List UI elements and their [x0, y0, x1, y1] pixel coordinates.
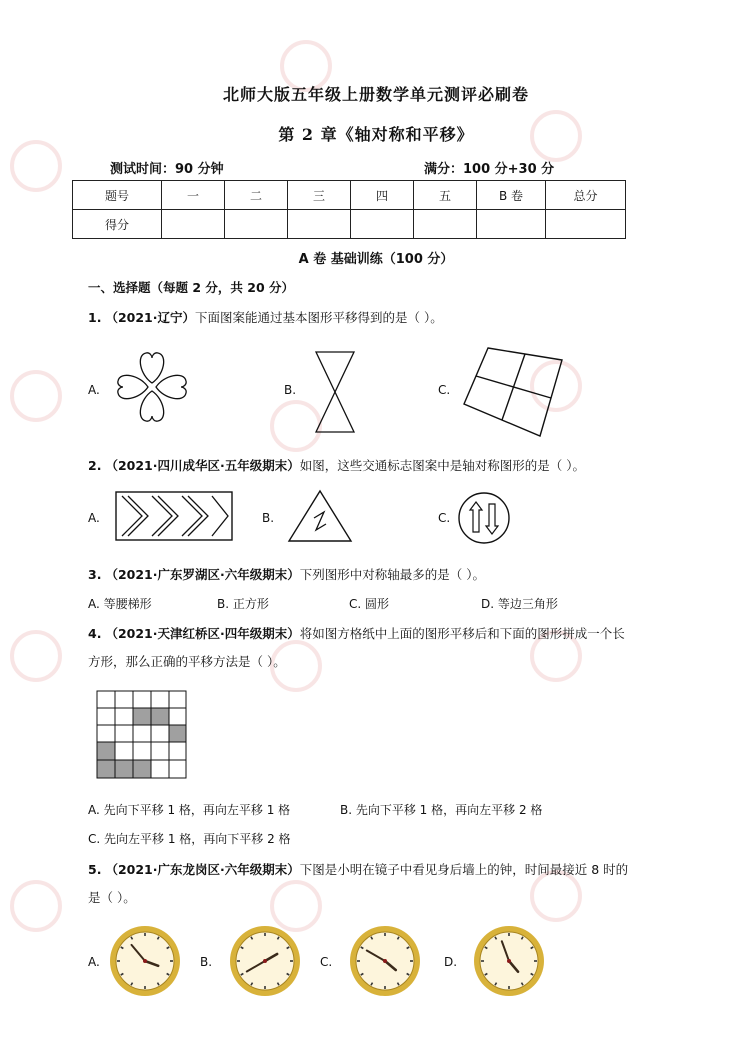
table-cell: B 卷: [477, 181, 546, 210]
table-cell: 一: [162, 181, 225, 210]
question-text: 下图是小明在镜子中看见身后墙上的钟，时间最接近 8 时的: [299, 862, 629, 877]
chevron-sign-figure: [114, 490, 234, 542]
question-number: 1.: [88, 310, 102, 325]
clock-c-figure: [348, 924, 422, 998]
question-text: 如图，这些交通标志图案中是轴对称图形的是（ ）。: [299, 458, 585, 473]
clock-center: [507, 959, 511, 963]
table-cell: 得分: [73, 210, 162, 239]
document-title: 北师大版五年级上册数学单元测评必刷卷: [222, 85, 529, 104]
watermark-logo: [10, 370, 62, 422]
option-b-label: B.: [262, 511, 275, 525]
option-d[interactable]: D. 等边三角形: [481, 597, 558, 611]
option-b[interactable]: B. 先向下平移 1 格，再向左平移 2 格: [340, 803, 543, 817]
watermark-logo: [10, 880, 62, 932]
score-input-cell[interactable]: [477, 210, 546, 239]
option-c-label: C.: [320, 955, 333, 969]
score-table: [72, 180, 626, 239]
option-d-label: D.: [444, 955, 458, 969]
question-number: 2.: [88, 458, 102, 473]
option-b-label: B.: [200, 955, 213, 969]
score-table-header-row: [73, 181, 626, 210]
question-5-continued: 是（ ）。: [88, 890, 136, 905]
clock-center: [383, 959, 387, 963]
question-5: [88, 860, 628, 878]
clover-hearts-figure: [110, 345, 194, 429]
question-number: 4.: [88, 626, 102, 641]
clock-a-figure: [108, 924, 182, 998]
option-a-label: A.: [88, 955, 100, 969]
table-cell: 总分: [546, 181, 626, 210]
score-input-cell[interactable]: [162, 210, 225, 239]
question-number: 5.: [88, 862, 102, 877]
table-cell: 题号: [73, 181, 162, 210]
score-input-cell[interactable]: [225, 210, 288, 239]
test-time: 测试时间：90 分钟: [110, 162, 224, 177]
question-text: 将如图方格纸中上面的图形平移后和下面的图形拼成一个长: [299, 626, 625, 641]
triangle-sign-figure: [286, 488, 354, 544]
question-source: （2021·广东龙岗区·六年级期末）: [105, 862, 300, 877]
watermark-logo: [10, 140, 62, 192]
option-b[interactable]: B. 正方形: [217, 597, 269, 611]
clock-center: [143, 959, 147, 963]
question-source: （2021·四川成华区·五年级期末）: [105, 458, 300, 473]
option-c-label: C.: [438, 383, 451, 397]
question-source: （2021·辽宁）: [105, 310, 195, 325]
score-input-cell[interactable]: [414, 210, 477, 239]
question-number: 3.: [88, 567, 102, 582]
option-a-label: A.: [88, 383, 100, 397]
option-b-label: B.: [284, 383, 297, 397]
score-input-cell[interactable]: [288, 210, 351, 239]
option-a[interactable]: A. 等腰梯形: [88, 597, 152, 611]
score-input-cell[interactable]: [351, 210, 414, 239]
square-grid-figure: [96, 690, 188, 780]
score-input-cell[interactable]: [546, 210, 626, 239]
section-a-heading: A 卷 基础训练（100 分）: [298, 252, 454, 267]
two-way-arrow-sign-figure: [456, 490, 512, 546]
chapter-title: 第 2 章《轴对称和平移》: [278, 125, 474, 144]
option-a-label: A.: [88, 511, 100, 525]
watermark-logo: [10, 630, 62, 682]
question-4: [88, 624, 625, 642]
question-1: [88, 308, 443, 326]
question-3: [88, 565, 485, 583]
part-one-heading: 一、选择题（每题 2 分，共 20 分）: [88, 280, 295, 295]
parallelogram-grid-figure: [458, 340, 568, 444]
table-cell: 五: [414, 181, 477, 210]
table-cell: 二: [225, 181, 288, 210]
hourglass-figure: [312, 350, 358, 434]
table-cell: 三: [288, 181, 351, 210]
clock-d-figure: [472, 924, 546, 998]
full-score: 满分：100 分+30 分: [424, 162, 555, 177]
option-c[interactable]: C. 圆形: [349, 597, 390, 611]
option-a[interactable]: A. 先向下平移 1 格，再向左平移 1 格: [88, 803, 291, 817]
clock-center: [263, 959, 267, 963]
question-text: 下面图案能通过基本图形平移得到的是（ ）。: [194, 310, 443, 325]
clock-b-figure: [228, 924, 302, 998]
question-text: 下列图形中对称轴最多的是（ ）。: [299, 567, 485, 582]
question-source: （2021·广东罗湖区·六年级期末）: [105, 567, 300, 582]
option-c[interactable]: C. 先向左平移 1 格，再向下平移 2 格: [88, 832, 291, 846]
option-c-label: C.: [438, 511, 451, 525]
question-4-continued: 方形，那么正确的平移方法是（ ）。: [88, 654, 286, 669]
question-2: [88, 456, 585, 474]
question-source: （2021·天津红桥区·四年级期末）: [105, 626, 300, 641]
score-table-row: [73, 210, 626, 239]
table-cell: 四: [351, 181, 414, 210]
